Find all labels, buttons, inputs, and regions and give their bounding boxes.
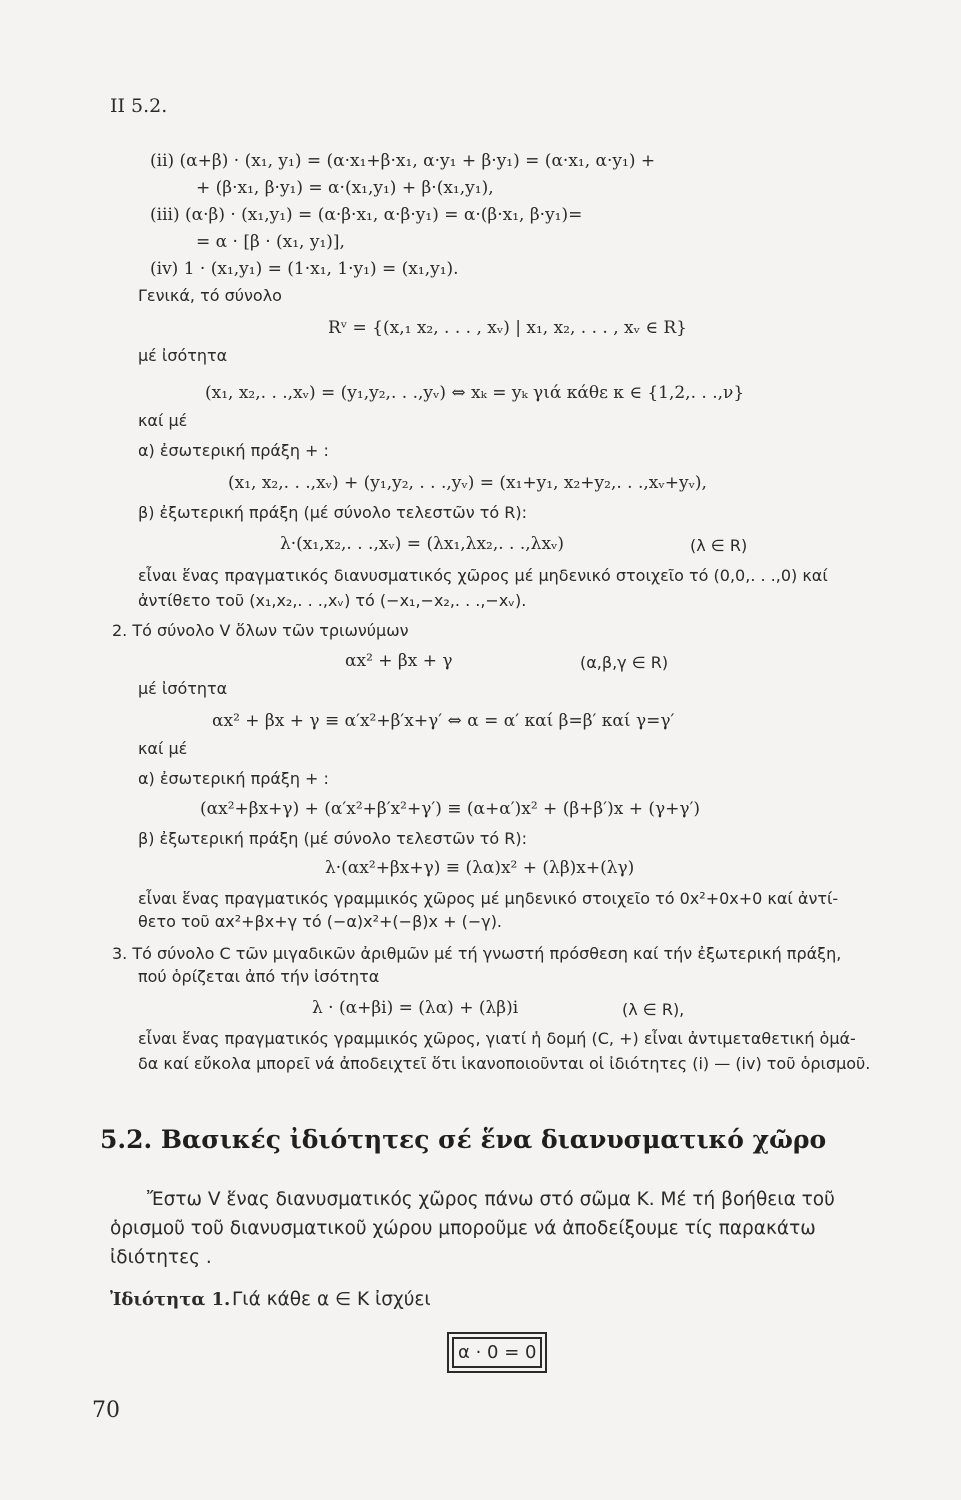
text-rv-opposite: ἀντίθετο τοῦ (x₁,x₂,. . .,xᵥ) τό (−x₁,−x₂,. . .,−xᵥ). xyxy=(138,591,527,610)
text-with-equality: μέ ἰσότητα xyxy=(138,346,228,365)
boxed-formula: α · 0 = 0 xyxy=(452,1337,542,1368)
line-iii-cont: = α · [β · (x₁, y₁)], xyxy=(196,232,345,252)
formula-trinomial-addition: (αx²+βx+γ) + (α′x²+β′x²+γ′) ≡ (α+α′)x² + (β+β′)x + (γ+γ′) xyxy=(200,799,701,819)
page-number: 70 xyxy=(92,1398,120,1423)
formula-rv-set: Rᵛ = {(x,₁ x₂, . . . , xᵥ) | x₁, x₂, . . . , xᵥ ∈ R} xyxy=(328,318,687,338)
intro-line-3: ἰδιότητες . xyxy=(110,1247,212,1268)
formula-complex-scalar: λ · (α+βi) = (λα) + (λβ)i xyxy=(312,998,519,1018)
line-iii: (iii) (α·β) · (x₁,y₁) = (α·β·x₁, α·β·y₁) = α·(β·x₁, β·y₁)= xyxy=(150,205,583,225)
formula-trinomial: αx² + βx + γ xyxy=(345,651,453,671)
text-and-with: καί μέ xyxy=(138,411,188,430)
formula-rv-addition: (x₁, x₂,. . .,xᵥ) + (y₁,y₂, . . .,yᵥ) = (x₁+y₁, x₂+y₂,. . .,xᵥ+yᵥ), xyxy=(228,473,707,493)
property-1-text: Γιά κάθε α ∈ K ἰσχύει xyxy=(232,1289,431,1310)
intro-line-2: ὁρισμοῦ τοῦ διανυσματικοῦ χώρου μποροῦμε νά ἀποδείξουμε τίς παρακάτω xyxy=(110,1218,816,1239)
text-trinomial-opposite: θετο τοῦ αx²+βx+γ τό (−α)x²+(−β)x + (−γ). xyxy=(138,912,503,931)
text-trinomial-conclusion: εἶναι ἕνας πραγματικός γραμμικός χῶρος μέ μηδενικό στοιχεῖο τό 0x²+0x+0 καί ἀντί- xyxy=(138,889,839,908)
text-and-with-2: καί μέ xyxy=(138,739,188,758)
formula-trinomial-scalar: λ·(αx²+βx+γ) ≡ (λα)x² + (λβ)x+(λγ) xyxy=(325,858,635,878)
formula-trinomial-domain: (α,β,γ ∈ R) xyxy=(580,653,669,672)
formula-trinomial-equality: αx² + βx + γ ≡ α′x²+β′x+γ′ ⇔ α = α′ καί β=β′ καί γ=γ′ xyxy=(212,711,675,731)
item-beta-external: β) ἐξωτερική πράξη (μέ σύνολο τελεστῶν τό R): xyxy=(138,503,527,522)
line-ii-cont: + (β·x₁, β·y₁) = α·(x₁,y₁) + β·(x₁,y₁), xyxy=(196,178,494,198)
text-complex-conclusion: εἶναι ἕνας πραγματικός γραμμικός χῶρος, γιατί ἡ δομή (C, +) εἶναι ἀντιμεταθετική ὁμά- xyxy=(138,1029,856,1048)
line-iv: (iv) 1 · (x₁,y₁) = (1·x₁, 1·y₁) = (x₁,y₁). xyxy=(150,259,459,279)
text-defined-by: πού ὁρίζεται ἀπό τήν ἰσότητα xyxy=(138,967,380,986)
formula-rv-scalar: λ·(x₁,x₂,. . .,xᵥ) = (λx₁,λx₂,. . .,λxᵥ) xyxy=(280,534,564,554)
intro-line-1: Ἔστω V ἕνας διανυσματικός χῶρος πάνω στό σῶμα K. Μέ τή βοήθεια τοῦ xyxy=(147,1189,835,1210)
text-generally: Γενικά, τό σύνολο xyxy=(138,286,282,305)
section-reference: II 5.2. xyxy=(110,95,168,117)
example-3-heading: 3. Τό σύνολο C τῶν μιγαδικῶν ἀριθμῶν μέ τή γνωστή πρόσθεση καί τήν ἐξωτερική πράξη, xyxy=(112,944,842,963)
item-beta-external-2: β) ἐξωτερική πράξη (μέ σύνολο τελεστῶν τό R): xyxy=(138,829,527,848)
text-complex-properties: δα καί εὔκολα μπορεῖ νά ἀποδειχτεῖ ὅτι ἱκανοποιοῦνται οἱ ἰδιότητες (i) — (iv) τοῦ ὁρισμοῦ. xyxy=(138,1054,871,1073)
item-alpha-internal: α) ἐσωτερική πράξη + : xyxy=(138,441,329,460)
example-2-heading: 2. Τό σύνολο V ὅλων τῶν τριωνύμων xyxy=(112,621,409,640)
text-with-equality-2: μέ ἰσότητα xyxy=(138,679,228,698)
formula-complex-domain: (λ ∈ R), xyxy=(622,1000,685,1019)
formula-equality-rv: (x₁, x₂,. . .,xᵥ) = (y₁,y₂,. . .,yᵥ) ⇔ xₖ = yₖ γιά κάθε κ ∈ {1,2,. . .,ν} xyxy=(205,383,745,403)
formula-rv-scalar-domain: (λ ∈ R) xyxy=(690,536,748,555)
property-1-label: Ἰδιότητα 1. xyxy=(110,1289,231,1310)
line-ii: (ii) (α+β) · (x₁, y₁) = (α·x₁+β·x₁, α·y₁ + β·y₁) = (α·x₁, α·y₁) + xyxy=(150,151,656,171)
text-rv-conclusion: εἶναι ἕνας πραγματικός διανυσματικός χῶρος μέ μηδενικό στοιχεῖο τό (0,0,. . .,0) καί xyxy=(138,566,828,585)
item-alpha-internal-2: α) ἐσωτερική πράξη + : xyxy=(138,769,329,788)
section-title: 5.2. Βασικές ἰδιότητες σέ ἕνα διανυσματικό χῶρο xyxy=(100,1125,827,1154)
